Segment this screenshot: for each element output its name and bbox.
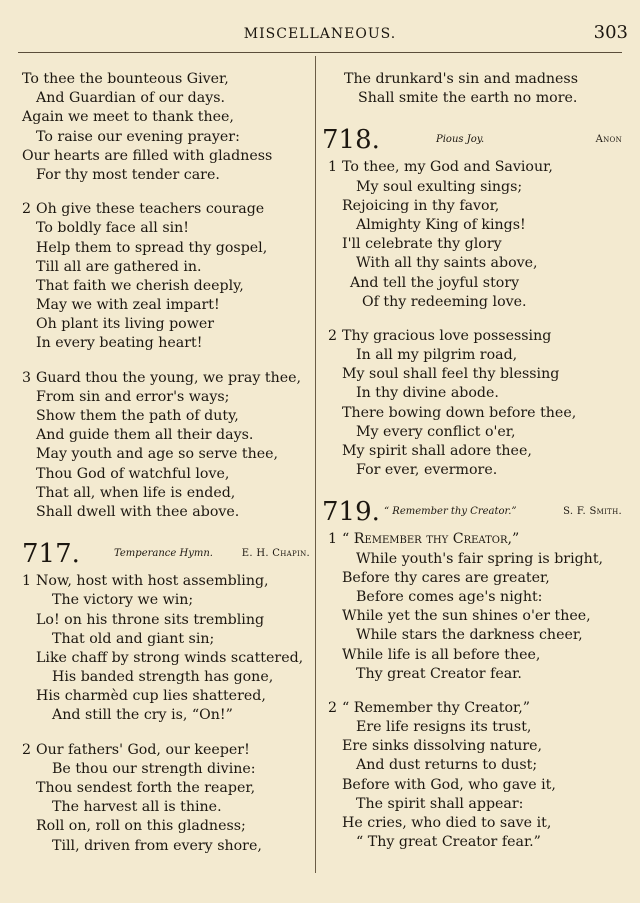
verse-line: Thou God of watchful love, xyxy=(36,465,230,482)
verse-line: For thy most tender care. xyxy=(36,166,220,183)
verse-line: And guide them all their days. xyxy=(36,427,254,444)
stanza xyxy=(22,741,310,856)
verse-line: And tell the joyful story xyxy=(350,274,520,291)
hymn-author: E. H. Chapin. xyxy=(241,547,310,559)
verse-line: Show them the path of duty, xyxy=(36,408,239,424)
hymn-heading xyxy=(322,495,622,527)
stanza xyxy=(322,699,622,853)
hymn-number: 717. xyxy=(22,539,80,570)
hymn-author: S. F. Smith. xyxy=(563,506,622,518)
stanza xyxy=(322,158,622,312)
stanza-number: 1 xyxy=(328,531,338,548)
verse-line: Almighty King of kings! xyxy=(356,216,526,233)
verse-line: Ere life resigns its trust, xyxy=(356,719,532,736)
stanza xyxy=(322,530,622,684)
tune-name: Pious Joy. xyxy=(436,134,485,146)
stanza-number: 2 xyxy=(22,741,32,758)
stanza-number: 2 xyxy=(328,327,338,344)
verse-line: Now, host with host assembling, xyxy=(36,573,269,590)
verse-line: My soul exulting sings; xyxy=(356,178,523,195)
verse-line: For ever, evermore. xyxy=(356,462,498,479)
verse-line: My spirit shall adore thee, xyxy=(342,443,532,459)
verse-line: Before comes age's night: xyxy=(356,588,543,605)
verse-line: Be thou our strength divine: xyxy=(52,760,256,777)
verse-line: Before with God, who gave it, xyxy=(342,776,556,793)
verse-line: Of thy redeeming love. xyxy=(362,293,527,310)
stanza xyxy=(22,369,310,523)
stanza-number: 2 xyxy=(328,699,338,716)
verse-line: In thy divine abode. xyxy=(356,385,499,402)
tune-name: Temperance Hymn. xyxy=(114,547,213,559)
verse-line: I'll celebrate thy glory xyxy=(342,236,502,253)
verse-line: My soul shall feel thy blessing xyxy=(342,366,560,383)
verse-line: “ Remember thy Creator,” xyxy=(342,699,530,716)
verse-line: There bowing down before thee, xyxy=(342,404,577,421)
verse-line: “ Thy great Creator fear.” xyxy=(356,834,541,851)
verse-line: From sin and error's ways; xyxy=(36,388,230,405)
running-header: MISCELLANEOUS. xyxy=(243,26,397,42)
verse-line: Roll on, roll on this gladness; xyxy=(36,818,246,835)
verse-line: Oh plant its living power xyxy=(36,316,215,333)
verse-line: While youth's fair spring is bright, xyxy=(356,550,604,567)
verse-line: While stars the darkness cheer, xyxy=(356,627,583,644)
verse-line: The victory we win; xyxy=(52,592,194,609)
verse-line: While yet the sun shines o'er thee, xyxy=(342,608,591,625)
verse-line: Shall smite the earth no more. xyxy=(358,90,578,107)
verse-line: Ere sinks dissolving nature, xyxy=(342,738,543,755)
verse-line: May we with zeal impart! xyxy=(36,297,220,314)
hymn-author: Anon xyxy=(595,134,622,146)
verse-line: Thy great Creator fear. xyxy=(356,665,522,682)
verse-line: My every conflict o'er, xyxy=(356,423,516,440)
verse-line: To thee, my God and Saviour, xyxy=(342,159,553,176)
verse-line: Thou sendest forth the reaper, xyxy=(36,780,256,796)
verse-line: Rejoicing in thy favor, xyxy=(342,197,500,214)
stanza xyxy=(22,200,310,354)
tune-name: “ Remember thy Creator.” xyxy=(384,506,517,518)
verse-line: That old and giant sin; xyxy=(52,630,215,647)
verse-line: Oh give these teachers courage xyxy=(36,201,265,218)
header-rule xyxy=(18,52,622,53)
verse-line: In every beating heart! xyxy=(36,335,203,352)
stanza-number: 3 xyxy=(22,369,32,386)
stanza-number: 1 xyxy=(22,573,32,590)
verse-line: Our fathers' God, our keeper! xyxy=(36,741,250,758)
stanza xyxy=(322,70,622,108)
stanza-number: 2 xyxy=(22,201,32,218)
verse-line: Guard thou the young, we pray thee, xyxy=(36,369,302,386)
right-column xyxy=(322,70,622,867)
left-column xyxy=(22,70,310,871)
hymn-number: 719. xyxy=(322,497,380,528)
stanza-number: 1 xyxy=(328,159,338,176)
hymn-number: 718. xyxy=(322,125,380,156)
column-divider xyxy=(315,56,316,873)
verse-line: Our hearts are filled with gladness xyxy=(22,147,273,164)
verse-line: Thy gracious love possessing xyxy=(342,327,552,344)
page-number: 303 xyxy=(593,22,628,43)
verse-line: He cries, who died to save it, xyxy=(342,815,552,831)
verse-line: That all, when life is ended, xyxy=(36,484,236,501)
verse-line: Till all are gathered in. xyxy=(36,258,202,275)
verse-line: And still the cry is, “On!” xyxy=(52,707,233,724)
verse-line: Lo! on his throne sits trembling xyxy=(36,611,265,628)
verse-line: While life is all before thee, xyxy=(342,646,541,663)
stanza xyxy=(322,327,622,481)
verse-line: “ Remember thy Creator,” xyxy=(342,531,520,548)
verse-line: Till, driven from every shore, xyxy=(52,837,262,854)
hymn-heading xyxy=(22,537,310,569)
verse-line: And Guardian of our days. xyxy=(36,90,226,107)
stanza xyxy=(22,70,310,185)
stanza xyxy=(22,572,310,726)
verse-line: With all thy saints above, xyxy=(356,255,538,272)
verse-line: His charmèd cup lies shattered, xyxy=(36,688,266,705)
hymn-heading xyxy=(322,123,622,155)
verse-line: In all my pilgrim road, xyxy=(356,347,518,364)
verse-line: His banded strength has gone, xyxy=(52,669,274,686)
verse-line: Like chaff by strong winds scattered, xyxy=(36,649,304,666)
verse-line: Again we meet to thank thee, xyxy=(22,109,234,126)
verse-line: The drunkard's sin and madness xyxy=(344,71,578,87)
verse-line: To raise our evening prayer: xyxy=(36,128,240,145)
verse-line: The harvest all is thine. xyxy=(52,799,222,816)
verse-line: To boldly face all sin! xyxy=(36,220,189,237)
verse-line: And dust returns to dust; xyxy=(356,757,538,774)
verse-line: That faith we cherish deeply, xyxy=(36,277,244,294)
verse-line: To thee the bounteous Giver, xyxy=(22,71,229,87)
verse-line: Before thy cares are greater, xyxy=(342,569,550,586)
verse-line: May youth and age so serve thee, xyxy=(36,446,279,463)
verse-line: Help them to spread thy gospel, xyxy=(36,239,268,256)
verse-line: The spirit shall appear: xyxy=(356,795,524,812)
verse-line: Shall dwell with thee above. xyxy=(36,503,240,520)
